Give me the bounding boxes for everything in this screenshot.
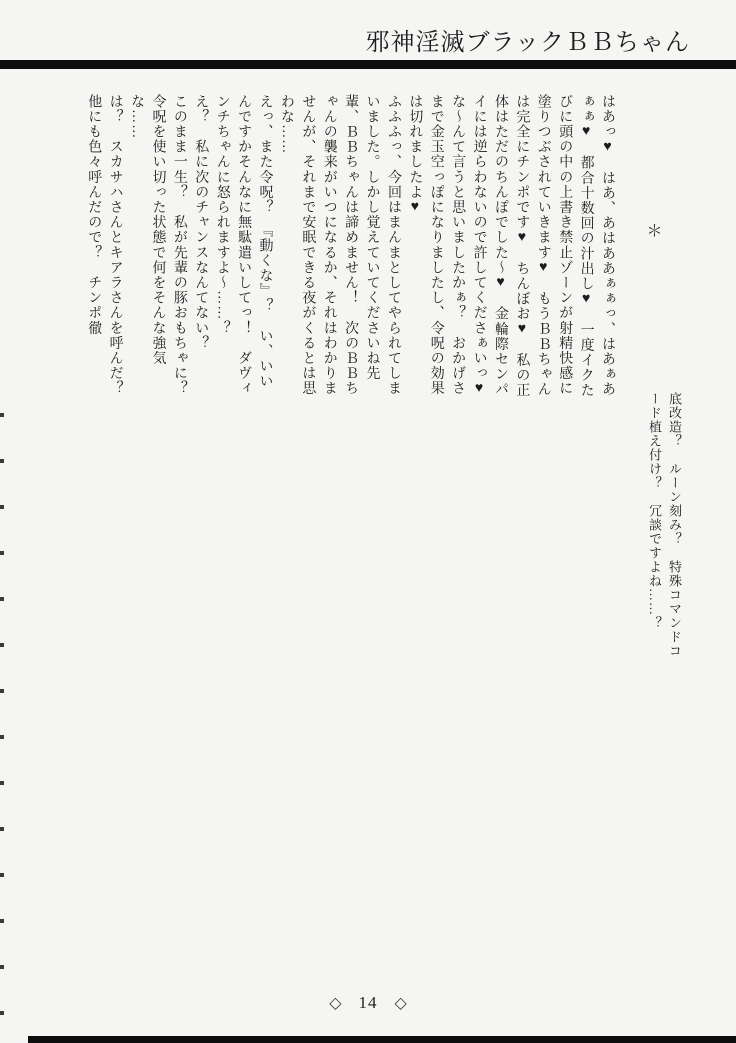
footer-diamond-right-icon: ◇ xyxy=(394,995,407,1012)
footer-rule-bar xyxy=(28,1036,736,1043)
paragraph: はあっ♥ はあ、あはああぁぁっ、はあぁあぁぁ♥ 都合十数回の汁出し♥ 一度イクたびに頭の中の上書き禁止ゾーンが射精快感に塗りつぶされていきます♥ もうＢＢちゃんは完全にチンポです♥ ちんぼお♥ 私の正体はただのちんぽでした～♥ 金輪際センパイには逆らわないので許してくださぁいっ♥ xyxy=(471,94,615,398)
header-rule-bar xyxy=(0,60,736,69)
main-text-block xyxy=(83,94,618,412)
section-separator-asterisk: ＊ xyxy=(644,222,661,238)
side-text-block: 底改造？ ルーン刻み？ 特殊コマンドコード植え付け？ 冗談ですよね……？ xyxy=(647,392,682,658)
paragraph: ふふふっ、今回はまんまとしてやられてしまいました。しかし覚えていてくださいね先輩、ＢＢちゃんは諦めません！ 次のＢＢちゃんの襲来がいつになるか、それはわかりませんが、それまで安眠できる夜がくるとは思わな…… xyxy=(278,94,401,396)
paragraph: は？ スカサハさんとキアラさんを呼んだ？ 他にも色々呼んだので？ チンポ徹 xyxy=(86,94,123,412)
scan-edge-artifacts xyxy=(0,413,4,1039)
paragraph: な～んて言うと思いましたかぁ？ おかげさまで金玉空っぽになりましたし、令呪の効果は切れましたよ♥ xyxy=(407,94,466,396)
page-title: 邪神淫滅ブラックＢＢちゃん xyxy=(365,30,690,56)
paragraph: このまま一生？ 私が先輩の豚おもちゃに？ 令呪を使い切った状態で何をそんな強気な…… xyxy=(129,94,187,412)
footer-diamond-left-icon: ◇ xyxy=(329,995,342,1012)
paragraph: えっ、また令呪？ 『動くな』？ い、いいんですかそんなに無駄遣いしてっ！ ダヴィンチちゃんに怒られますよ～……？ xyxy=(214,94,273,396)
paragraph: え？ 私に次のチャンスなんてない？ xyxy=(193,94,209,351)
page-footer xyxy=(0,993,736,1013)
page-number: 14 xyxy=(358,993,378,1012)
